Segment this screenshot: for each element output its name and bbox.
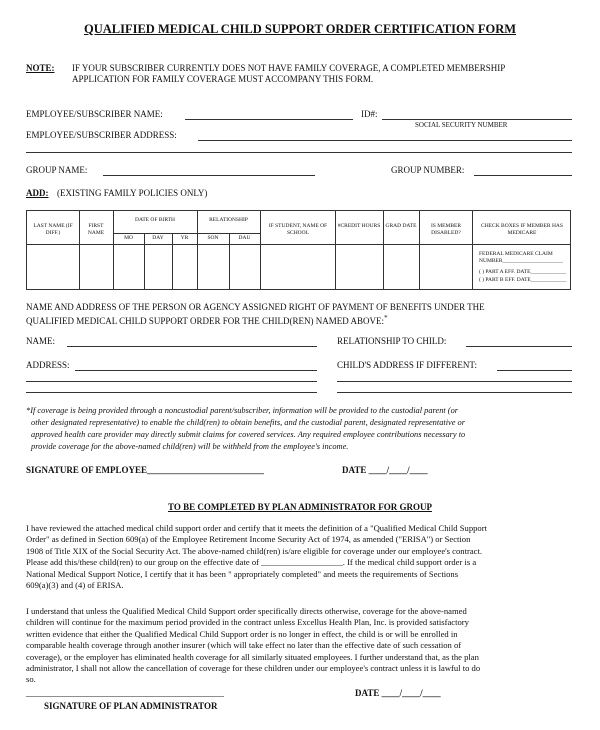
p2-line: I understand that unless the Qualified Medical Child Support order specifically directs otherwise, coverage for the above-named xyxy=(26,606,467,616)
relationship-field[interactable] xyxy=(466,346,572,347)
th-dau: DAU xyxy=(238,235,251,241)
group-name-label: GROUP NAME: xyxy=(26,165,88,175)
col-divider xyxy=(419,211,420,289)
employee-address-field-2[interactable] xyxy=(26,152,572,153)
col-divider xyxy=(383,211,384,289)
p2-line: written evidence that either the Qualified Medical Child Support order is no longer in effect, the child is or will be enrolled in xyxy=(26,628,458,639)
p1-line: National Medical Support Notice, I certify that it has been " appropriately completed" and meets the requirements of Sections xyxy=(26,568,459,579)
p1-line: 609(a)(3) and (4) of ERISA. xyxy=(26,580,124,591)
assignee-address-field-2[interactable] xyxy=(26,381,317,382)
th-yr: YR xyxy=(180,235,189,241)
th-dob: DATE OF BIRTH xyxy=(134,217,175,223)
medicare-part-b[interactable]: ( ) PART B EFF. DATE_____________ xyxy=(479,277,567,283)
th-day: DAY xyxy=(152,235,164,241)
assignee-address-label: ADDRESS: xyxy=(26,360,70,370)
group-name-field[interactable] xyxy=(103,175,315,176)
employee-signature-label: SIGNATURE OF EMPLOYEE xyxy=(26,465,148,475)
part-b-label: ( ) PART B EFF. DATE xyxy=(479,277,531,283)
p1-line: Order" as defined in Section 609(a) of the Employee Retirement Income Security Act of 1974, as amended ("ERISA") or Section xyxy=(26,534,471,545)
plan-admin-signature-label: SIGNATURE OF PLAN ADMINISTRATOR xyxy=(44,701,218,711)
p2-line: coverage), or the employer has eliminated health coverage for all similarly situated employees. I further understand that, as the plan xyxy=(26,651,479,662)
medicare-claim: FEDERAL MEDICARE CLAIM xyxy=(479,251,553,257)
child-address-label: CHILD'S ADDRESS IF DIFFERENT: xyxy=(337,360,477,370)
ssn-caption: SOCIAL SECURITY NUMBER xyxy=(415,121,508,129)
add-label: ADD: xyxy=(26,188,49,198)
plan-admin-paragraph-2 xyxy=(26,606,480,686)
child-address-field[interactable] xyxy=(497,370,572,371)
employee-address-label: EMPLOYEE/SUBSCRIBER ADDRESS: xyxy=(26,130,177,140)
plan-admin-paragraph-1 xyxy=(26,523,487,591)
p1-line: I have reviewed the attached medical child support order and certify that it meets the definition of a "Qualified Medical Child Support xyxy=(26,523,487,533)
p2-line: comparable health coverage through another insurer (which will take effect no later than the effective date of such cessation of xyxy=(26,640,462,651)
employee-date[interactable]: DATE ____/____/____ xyxy=(342,465,428,475)
col-divider xyxy=(335,211,336,289)
plan-admin-date[interactable]: DATE ____/____/____ xyxy=(355,688,441,698)
th-mo: MO xyxy=(124,235,133,241)
employee-name-field[interactable] xyxy=(185,119,353,120)
p1-line: Please add this/these child(ren) to our group on the effective date of ___________________. If the medical child support order is a xyxy=(26,557,477,568)
subheader-divider xyxy=(113,233,260,234)
assignee-name-field[interactable] xyxy=(67,346,317,347)
assignee-line-1: NAME AND ADDRESS OF THE PERSON OR AGENCY ASSIGNED RIGHT OF PAYMENT OF BENEFITS UNDER THE xyxy=(26,302,485,312)
assignee-star: * xyxy=(384,314,388,322)
th-relationship: RELATIONSHIP xyxy=(209,217,248,223)
plan-admin-heading: TO BE COMPLETED BY PLAN ADMINISTRATOR FOR GROUP xyxy=(168,502,432,512)
employee-address-field[interactable] xyxy=(198,140,572,141)
id-field[interactable] xyxy=(382,119,572,120)
footnote-line-2: other designated representative) to enable the child(ren) to obtain benefits, and the custodial parent, designated representative or xyxy=(31,418,466,427)
group-number-field[interactable] xyxy=(474,175,572,176)
col-divider xyxy=(472,211,473,289)
th-student: IF STUDENT, NAME OF SCHOOL xyxy=(268,223,328,236)
id-label: ID#: xyxy=(361,109,378,119)
employee-name-label: EMPLOYEE/SUBSCRIBER NAME: xyxy=(26,109,163,119)
employee-signature[interactable] xyxy=(26,465,264,475)
p2-line: children will continue for the maximum period provided in the contract unless Excellus Health Plan, Inc. is provided satisfactory xyxy=(26,617,469,628)
th-son: SON xyxy=(207,235,219,241)
medicare-part-a[interactable]: ( ) PART A EFF. DATE_____________ xyxy=(479,269,567,275)
assignee-line-2 xyxy=(26,314,388,326)
th-disabled: IS MEMBER DISABLED? xyxy=(430,223,462,236)
assignee-name-label: NAME: xyxy=(26,336,55,346)
employee-signature-line: __________________________ xyxy=(147,465,265,475)
assignee-line-2-text: QUALIFIED MEDICAL CHILD SUPPORT ORDER FOR THE CHILD(REN) NAMED ABOVE: xyxy=(26,316,385,326)
footnote-line-4: provide coverage for the above-named child(ren) will be withheld from the employee's income. xyxy=(31,442,349,451)
medicare-number-label: NUMBER xyxy=(479,258,503,264)
relationship-label: RELATIONSHIP TO CHILD: xyxy=(337,336,447,346)
add-text: (EXISTING FAMILY POLICIES ONLY) xyxy=(57,188,208,198)
th-last-name: LAST NAME (IF DIFF.) xyxy=(33,223,73,236)
th-first-name: FIRST NAME xyxy=(87,223,105,236)
child-address-field-2[interactable] xyxy=(337,381,572,382)
assignee-address-field[interactable] xyxy=(75,370,317,371)
th-grad-date: GRAD DATE xyxy=(385,223,417,229)
medicare-number[interactable]: NUMBER______________________ xyxy=(479,258,564,264)
plan-admin-signature-line[interactable]: ____________________________________________ xyxy=(26,688,224,698)
p1-line: 1908 of Title XIX of the Social Security Act. The above-named child(ren) is/are eligible for coverage under our employee's contract. xyxy=(26,545,482,556)
group-number-label: GROUP NUMBER: xyxy=(391,165,465,175)
p2-line: administrator, I shall not allow the cancellation of coverage for these children under our employee's contract unless it is lawful to do xyxy=(26,663,481,674)
th-credit-hours: #CREDIT HOURS xyxy=(337,223,381,229)
footnote-line-3: approved health care provider may directly submit claims for covered services. Any required employee contributions necessary to xyxy=(31,430,466,439)
child-address-field-3[interactable] xyxy=(337,392,572,393)
footnote-line-1: *If coverage is being provided through a noncustodial parent/subscriber, information will be provided to the custodial parent (or xyxy=(26,406,459,415)
note-line-2: APPLICATION FOR FAMILY COVERAGE MUST ACCOMPANY THIS FORM. xyxy=(72,74,374,84)
assignee-address-field-3[interactable] xyxy=(26,392,317,393)
note-label: NOTE: xyxy=(26,63,55,73)
part-a-label: ( ) PART A EFF. DATE xyxy=(479,269,531,275)
th-check-boxes: CHECK BOXES IF MEMBER HAS MEDICARE xyxy=(481,223,563,236)
note-line-1: IF YOUR SUBSCRIBER CURRENTLY DOES NOT HAVE FAMILY COVERAGE, A COMPLETED MEMBERSHIP xyxy=(72,63,506,73)
col-divider xyxy=(260,211,261,289)
col-divider xyxy=(79,211,80,289)
form-title: QUALIFIED MEDICAL CHILD SUPPORT ORDER CERTIFICATION FORM xyxy=(83,22,517,36)
table-header-divider xyxy=(27,244,570,245)
p2-line: so. xyxy=(26,674,36,685)
dependents-table xyxy=(26,210,571,290)
